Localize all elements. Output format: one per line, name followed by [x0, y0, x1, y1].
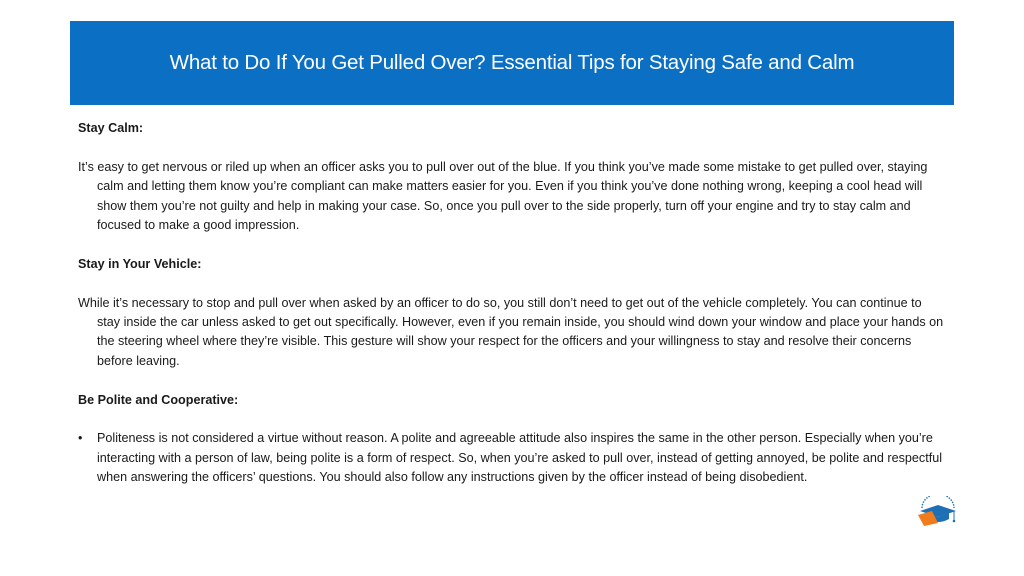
- section-body-stay-calm: It’s easy to get nervous or riled up when an officer asks you to pull over out of the blue. If you think you’ve made some mistake to get pulled over, staying calm and letting them know you’re compliant can make matters easier for you. Even if you think you’ve done nothing wrong, keeping a cool head will show them you’re not guilty and help in making your case. So, once you pull over to the side properly, turn off your engine and try to stay calm and focused to make a good impression.: [78, 159, 928, 233]
- section-heading-stay-calm: Stay Calm:: [78, 121, 144, 135]
- logo-icon: [916, 496, 960, 528]
- title-banner: [70, 21, 954, 105]
- bullet-item: [78, 429, 948, 487]
- section-body-stay-in-vehicle: While it’s necessary to stop and pull over when asked by an officer to do so, you still don’t need to get out of the vehicle completely. You can continue to stay inside the car unless asked to get out specifically. However, even if you remain inside, you should wind down your window and place your hands on the steering wheel where they’re visible. This gesture will show your respect for the officers and your willingness to stay and resolve their concerns before leaving.: [78, 295, 944, 368]
- page-title: What to Do If You Get Pulled Over? Essential Tips for Staying Safe and Calm: [169, 51, 855, 74]
- content-body: [78, 119, 948, 488]
- section-heading-be-polite: Be Polite and Cooperative:: [78, 392, 239, 407]
- bullet-icon: •: [78, 431, 83, 446]
- section-heading-stay-in-vehicle: Stay in Your Vehicle:: [78, 256, 202, 271]
- section-body-be-polite: Politeness is not considered a virtue without reason. A polite and agreeable attitude also inspires the same in the other person. Especially when you’re interacting with a person of law, being polite is a form of respect. So, when you’re asked to pull over, instead of getting annoyed, be polite and respectful when answering the officers’ questions. You should also follow any instructions given by the officer instead of being disobedient.: [97, 431, 942, 485]
